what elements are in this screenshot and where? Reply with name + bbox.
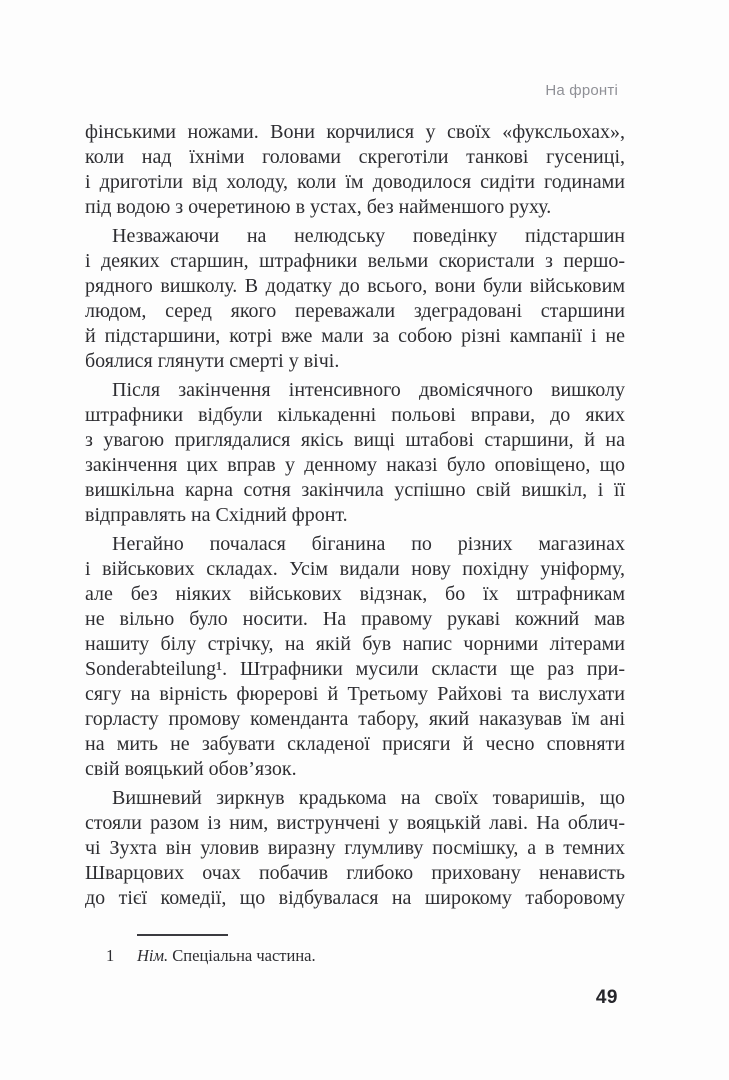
text-line: закінчення цих вправ у денному наказі було оповіщено, що bbox=[85, 454, 625, 476]
text-line: і деяких старшин, штрафники вельми скористали з першо- bbox=[85, 250, 625, 272]
text-line: до тієї комедії, що відбувалася на широкому таборовому bbox=[85, 887, 625, 909]
text-line: сягу на вірність фюрерові й Третьому Райхові та вислухати bbox=[85, 683, 625, 705]
text-line: рядного вишколу. В додатку до всього, вони були військовим bbox=[85, 275, 625, 297]
text-line: на мить не забувати складеної присяги й чесно сповняти bbox=[85, 733, 625, 755]
footnote-divider bbox=[137, 934, 228, 936]
text-line: Негайно почалася біганина по різних магазинах bbox=[112, 533, 625, 555]
text-line: вишкільна карна сотня закінчила успішно свій вишкіл, і її bbox=[85, 479, 625, 501]
paragraph bbox=[85, 224, 625, 374]
footnote bbox=[85, 945, 625, 967]
text-line: фінськими ножами. Вони корчилися у своїх «фуксльохах», bbox=[85, 121, 625, 143]
paragraph bbox=[85, 532, 625, 782]
text-line: й підстаршини, котрі вже мали за собою різні кампанії і не bbox=[85, 325, 625, 347]
text-line: не вільно було носити. На правому рукаві кожний мав bbox=[85, 608, 625, 630]
text-line: штрафники відбули кількаденні польові вправи, до яких bbox=[85, 404, 625, 426]
text-line: відправлять на Східний фронт. bbox=[85, 504, 348, 526]
paragraph bbox=[85, 378, 625, 528]
text-line: чі Зухта він уловив виразну глумливу посмішку, а в темних bbox=[85, 837, 625, 859]
text-line: Після закінчення інтенсивного двомісячного вишколу bbox=[112, 379, 625, 401]
page-number: 49 bbox=[595, 987, 618, 1008]
footnote-term: Нім. bbox=[137, 946, 169, 965]
text-line: свій вояцький обов’язок. bbox=[85, 758, 297, 780]
text-line: нашиту білу стрічку, на якій був напис чорними літерами bbox=[85, 633, 625, 655]
text-line: з увагою приглядалися якісь вищі штабові старшини, й на bbox=[85, 429, 625, 451]
paragraph bbox=[85, 120, 625, 220]
text-line: горласту промову коменданта табору, який наказував їм ані bbox=[85, 708, 625, 730]
text-line: Шварцових очах побачив глибоко приховану ненависть bbox=[85, 862, 625, 884]
footnote-marker: 1 bbox=[106, 946, 115, 965]
footnote-text: Спеціальна частина. bbox=[172, 946, 316, 965]
page-body bbox=[85, 120, 625, 911]
text-line: і військових складах. Усім видали нову похідну уніформу, bbox=[85, 558, 625, 580]
paragraph bbox=[85, 786, 625, 911]
text-line: коли над їхніми головами скреготіли танкові гусениці, bbox=[85, 146, 625, 168]
text-line: людом, серед якого переважали здеградовані старшини bbox=[85, 300, 625, 322]
text-line: боялися глянути смерті у вічі. bbox=[85, 350, 340, 372]
text-line: Sonderabteilung¹. Штрафники мусили скласти ще раз при- bbox=[85, 658, 625, 680]
text-line: Незважаючи на нелюдську поведінку підстаршин bbox=[112, 225, 625, 247]
text-line: і дриготіли від холоду, коли їм доводилося сидіти годинами bbox=[85, 171, 625, 193]
text-line: стояли разом із ним, виструнчені у вояцькій лаві. На облич- bbox=[85, 812, 625, 834]
text-line: Вишневий зиркнув крадькома на своїх товаришів, що bbox=[112, 787, 625, 809]
text-line: під водою з очеретиною в устах, без найменшого руху. bbox=[85, 196, 552, 218]
text-line: але без ніяких військових відзнак, бо їх штрафникам bbox=[85, 583, 625, 605]
running-header: На фронті bbox=[545, 82, 618, 99]
